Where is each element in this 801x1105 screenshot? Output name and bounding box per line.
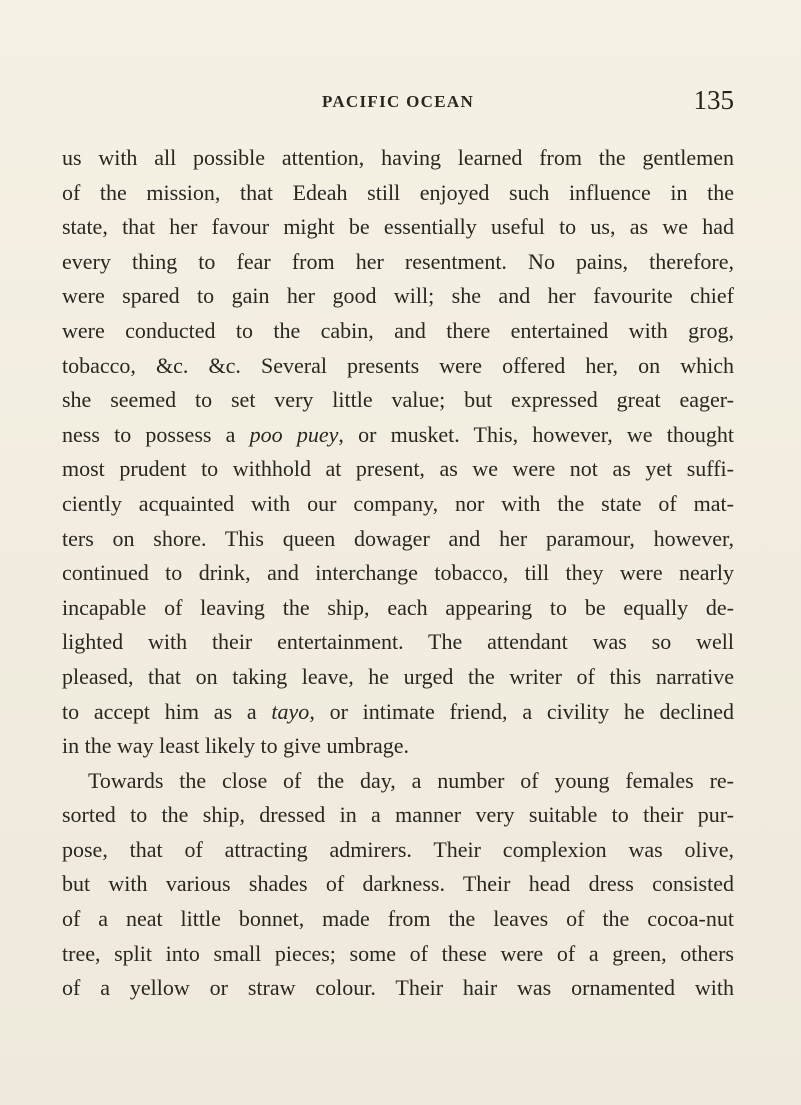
text-line: [62, 452, 734, 487]
text-line: [62, 695, 734, 730]
text-line: [62, 245, 734, 280]
text-segment: Towards the close of the day, a number of young females re-: [88, 767, 734, 793]
text-segment: in the way least likely to give umbrage.: [62, 733, 410, 759]
page-number: 135: [693, 85, 734, 115]
text-line: [62, 902, 734, 937]
text-segment: , or musket. This, however, we thought: [338, 421, 734, 447]
text-segment: us with all possible attention, having learned from the gentlemen: [62, 145, 734, 170]
text-line: [62, 625, 734, 660]
text-line: [62, 418, 734, 453]
text-line: [62, 556, 734, 591]
text-line: [62, 349, 734, 384]
text-line: [62, 833, 734, 868]
text-segment: of a yellow or straw colour. Their hair was ornamented with: [62, 975, 734, 1001]
text-segment: incapable of leaving the ship, each appearing to be equally de-: [62, 594, 734, 620]
text-segment: of a neat little bonnet, made from the leaves of the cocoa-nut: [62, 906, 734, 932]
text-segment: of the mission, that Edeah still enjoyed such influence in the: [62, 179, 734, 205]
text-segment: ciently acquainted with our company, nor with the state of mat-: [62, 490, 734, 516]
text-line: [62, 487, 734, 522]
text-line: [62, 971, 734, 1006]
text-segment: to accept him as a: [62, 698, 272, 724]
text-segment: ness to possess a: [62, 421, 250, 447]
text-line: [62, 937, 734, 972]
body-text: [62, 141, 734, 1006]
text-line: [62, 867, 734, 902]
text-line: [62, 210, 734, 245]
text-segment: she seemed to set very little value; but expressed great eager-: [62, 387, 734, 413]
text-line: [62, 798, 734, 833]
text-segment: tree, split into small pieces; some of these were of a green, others: [62, 940, 734, 966]
text-line: [62, 314, 734, 349]
text-segment: were spared to gain her good will; she and her favourite chief: [62, 283, 734, 309]
text-segment: lighted with their entertainment. The attendant was so well: [62, 629, 734, 655]
text-line: [62, 729, 734, 764]
italic-term: tayo: [271, 698, 310, 724]
text-line: [62, 141, 734, 176]
text-segment: were conducted to the cabin, and there entertained with grog,: [62, 317, 734, 343]
text-segment: pose, that of attracting admirers. Their complexion was olive,: [62, 836, 734, 862]
text-segment: tobacco, &c. &c. Several presents were offered her, on which: [62, 352, 734, 378]
text-line: [62, 591, 734, 626]
italic-term: poo puey: [249, 421, 339, 447]
text-segment: but with various shades of darkness. Their head dress consisted: [62, 871, 734, 897]
text-line: [62, 660, 734, 695]
text-line: [62, 383, 734, 418]
text-line: [62, 522, 734, 557]
text-segment: continued to drink, and interchange tobacco, till they were nearly: [62, 560, 734, 586]
text-segment: , or intimate friend, a civility he declined: [309, 698, 734, 724]
text-segment: sorted to the ship, dressed in a manner very suitable to their pur-: [62, 802, 734, 828]
text-segment: ters on shore. This queen dowager and her paramour, however,: [62, 525, 734, 551]
text-line: [62, 279, 734, 314]
running-head: PACIFIC OCEAN: [321, 92, 475, 111]
page-header: [62, 85, 734, 128]
text-segment: most prudent to withhold at present, as we were not as yet suffi-: [62, 456, 734, 482]
text-segment: pleased, that on taking leave, he urged the writer of this narrative: [62, 663, 734, 689]
text-line: [62, 176, 734, 211]
text-line: [62, 764, 734, 799]
text-segment: state, that her favour might be essentially useful to us, as we had: [62, 214, 734, 240]
text-segment: every thing to fear from her resentment. No pains, therefore,: [62, 248, 734, 274]
